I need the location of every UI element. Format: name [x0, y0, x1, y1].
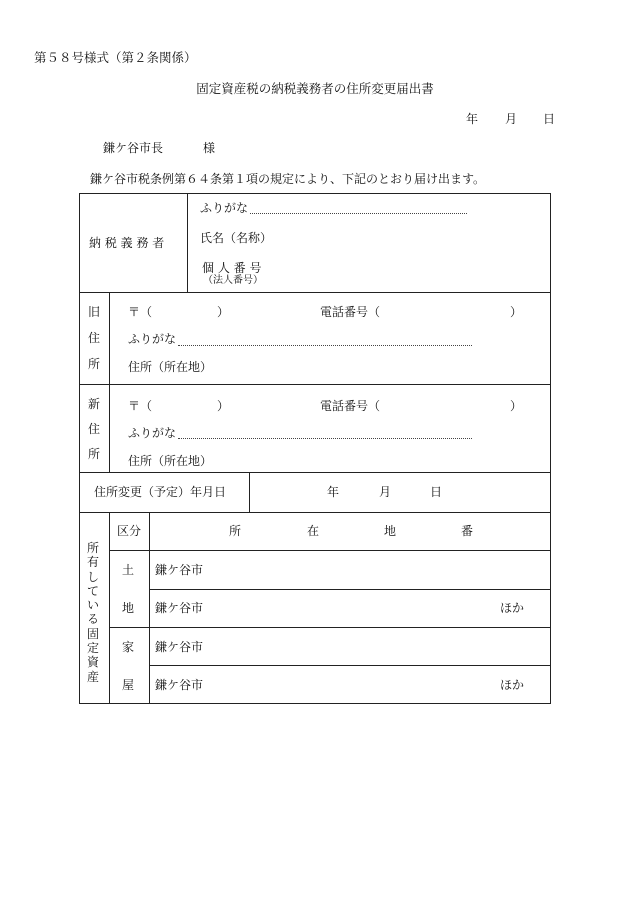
old-address-char-1: 旧	[88, 305, 101, 319]
new-address-char-3: 所	[88, 447, 101, 461]
house-char-1: 家	[122, 640, 135, 654]
land-char-2: 地	[122, 601, 135, 615]
honorific: 様	[203, 141, 216, 155]
old-postal-label: 〒（	[128, 305, 153, 319]
new-address-label: 住所（所在地）	[128, 454, 213, 468]
taxpayer-furigana-label: ふりがな	[200, 201, 249, 215]
house-row-1-city: 鎌ケ谷市	[155, 640, 204, 654]
house-row-2-city: 鎌ケ谷市	[155, 678, 204, 692]
taxpayer-furigana-field[interactable]	[250, 213, 467, 214]
change-date-label: 住所変更（予定）年月日	[94, 485, 227, 499]
location-header-1: 所	[229, 524, 242, 538]
new-furigana-field[interactable]	[178, 438, 472, 439]
date-month-label: 月	[505, 112, 518, 126]
change-date-day: 日	[430, 485, 443, 499]
form-title: 固定資産税の納税義務者の住所変更届出書	[196, 81, 434, 96]
old-address-char-2: 住	[88, 331, 101, 345]
location-header-4: 番	[461, 524, 474, 538]
land-row-2-city: 鎌ケ谷市	[155, 601, 204, 615]
old-postal-close: ）	[217, 305, 230, 319]
corporate-number-label: （法人番号）	[203, 275, 263, 286]
individual-number-label: 個 人 番 号	[202, 261, 262, 275]
taxpayer-divider	[187, 193, 188, 292]
land-char-1: 土	[122, 563, 135, 577]
intro-text: 鎌ケ谷市税条例第６４条第１項の規定により、下記のとおり届け出ます。	[90, 172, 486, 186]
location-header-2: 在	[307, 524, 320, 538]
taxpayer-name-label: 氏名（名称）	[200, 231, 273, 245]
addressee: 鎌ケ谷市長	[103, 141, 164, 155]
old-phone-label: 電話番号（	[320, 305, 381, 319]
old-address-label: 住所（所在地）	[128, 360, 213, 374]
house-char-2: 屋	[122, 678, 135, 692]
location-header-3: 地	[384, 524, 397, 538]
change-date-year: 年	[327, 485, 340, 499]
new-phone-close: ）	[510, 399, 523, 413]
property-section-label: 所 有 し て い る 固 定 資 産	[86, 541, 99, 684]
new-postal-label: 〒（	[128, 399, 153, 413]
new-address-char-2: 住	[88, 422, 101, 436]
land-row-1-city: 鎌ケ谷市	[155, 563, 204, 577]
old-furigana-label: ふりがな	[128, 332, 177, 346]
old-furigana-field[interactable]	[178, 345, 472, 346]
form-number: 第５８号様式（第２条関係）	[34, 50, 197, 65]
old-phone-close: ）	[510, 305, 523, 319]
change-date-month: 月	[379, 485, 392, 499]
new-phone-label: 電話番号（	[320, 399, 381, 413]
date-year-label: 年	[466, 112, 479, 126]
date-day-label: 日	[543, 112, 556, 126]
house-row-2-suffix: ほか	[500, 678, 525, 692]
old-address-char-3: 所	[88, 357, 101, 371]
category-header: 区分	[117, 524, 142, 538]
new-furigana-label: ふりがな	[128, 426, 177, 440]
taxpayer-section-label: 納 税 義 務 者	[89, 236, 165, 250]
land-row-2-suffix: ほか	[500, 601, 525, 615]
new-address-char-1: 新	[88, 397, 101, 411]
new-postal-close: ）	[217, 399, 230, 413]
